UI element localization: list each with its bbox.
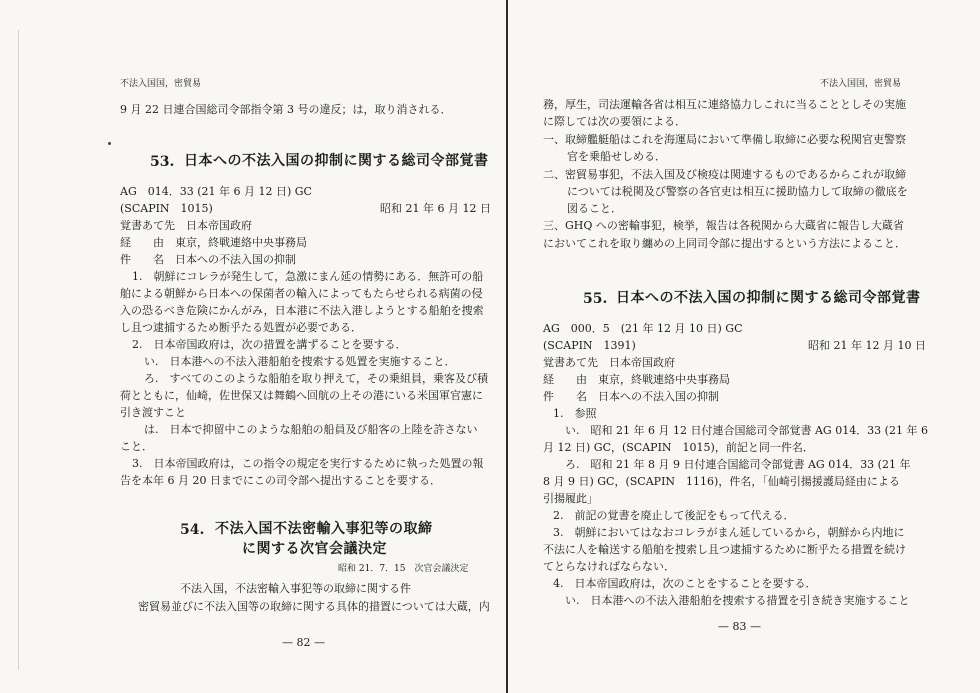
memo-scapin: (SCAPIN 1391) [543,339,636,352]
section-53-number: 53. [150,154,175,170]
section-54-title: 不法入国不法密輸入事犯等の取締 [215,521,433,537]
memo-via: 経 由 東京，終戦連絡中央事務局 [120,236,307,249]
para-2-ha-line: は. 日本で抑留中このような船舶の船員及び船客の上陸を許さない [144,423,478,436]
page-number: — 82 — [282,636,325,649]
memo-addressee: 覚書あて先 日本帝国政府 [120,219,252,232]
section-54-number: 54. [180,522,205,538]
memo-scapin: (SCAPIN 1015) [120,202,213,215]
section-55-number: 55. [583,291,608,307]
section-53-title: 日本への不法入国の抑制に関する総司令部覚書 [184,153,489,169]
memo-subject: 件 名 日本への不法入国の抑制 [120,253,296,266]
para-1-line: 舶による朝鮮から日本への保菌者の輸入によってもたらせられる病菌の侵 [120,287,483,300]
para-1-ro-line: 引揚履此」 [543,492,598,505]
para-3-line: 3. 朝鮮においてはなおコレラがまん延しているから，朝鮮から内地に [553,526,905,539]
list-item-2-line: については税関及び警察の各官吏は相互に援助協力して取締の徹底を [567,185,908,198]
section-54-line: 密貿易並びに不法入国等の取締に関する具体的措置については大蔵，内 [138,600,490,613]
section-54-date: 昭和 21．7．15 次官会議決定 [338,564,469,574]
running-header: 不法入国国，密貿易 [120,79,202,89]
para-1-line: し且つ逮捕するため断乎たる処置が必要である． [120,321,362,334]
para-3-line: 告を本年 6 月 20 日までにこの司令部へ提出することを要する． [120,474,441,487]
section-55-title: 日本への不法入国の抑制に関する総司令部覚書 [616,290,921,306]
memo-via: 経 由 東京，終戦連絡中央事務局 [543,373,730,386]
list-item-3-line: においてこれを取り纏めの上同司令部に提出するという方法によること． [543,237,906,250]
para-4: 4. 日本帝国政府は，次のことをすることを要する． [553,577,817,590]
para-1-line: 入の恐るべき危険にかんがみ，日本港に不法入港しようとする船舶を捜索 [120,304,484,317]
list-item-3-line: 三、GHQ への密輸事犯，検挙，報告は各税関から大蔵省に報告し大蔵省 [543,219,904,232]
memo-subject: 件 名 日本への不法入国の抑制 [543,390,719,403]
memo-date: 昭和 21 年 12 月 10 日 [808,339,926,352]
scan-edge-line [18,30,19,670]
para-2-ro-line: 引き渡すこと [120,406,186,419]
list-item-2-line: 二、密貿易事犯，不法入国及び検疫は関連するものであるからこれが取締 [543,168,906,181]
para-1-i-line: い. 昭和 21 年 6 月 12 日付連合国総司令部覚書 AG 014．33 (21 年 6 [565,424,928,437]
para-1-ro-line: 8 月 9 日) GC，(SCAPIN 1116)，件名，「仙崎引揚援護局経由による [543,475,900,488]
para-2-i: い. 日本港への不法入港船舶を捜索する処置を実施すること． [144,355,456,368]
para-2: 2. 日本帝国政府は，次の措置を講ずることを要する． [132,338,407,351]
para-4-i: い. 日本港への不法入港船舶を捜索する措置を引き続き実施すること [565,594,910,607]
list-item-2-line: 図ること． [567,202,622,215]
para-1-i-line: 月 12 日) GC，(SCAPIN 1015)，前記と同一件名． [543,441,814,454]
memo-addressee: 覚書あて先 日本帝国政府 [543,356,675,369]
para-1-line: 1. 朝鮮にコレラが発生して，急激にまん延の情勢にある．無許可の船 [132,270,484,283]
para-2-ro-line: 荷とともに，仙崎，佐世保又は舞鶴へ回航の上その港にいる米国軍官憲に [120,389,483,402]
para-1-ro-line: ろ. 昭和 21 年 8 月 9 日付連合国総司令部覚書 AG 014．33 (21 年 [565,458,911,471]
para-2-ha-line: こと． [120,440,153,453]
memo-ref: AG 000．5 (21 年 12 月 10 日) GC [543,322,743,335]
list-item-1-line: 一、取締艦艇船はこれを海運局において準備し取締に必要な税関官吏警察 [543,133,906,146]
section-54-title: に関する次官会議決定 [242,541,387,557]
memo-date: 昭和 21 年 6 月 12 日 [380,202,491,215]
right-page [508,0,980,693]
memo-ref: AG 014．33 (21 年 6 月 12 日) GC [120,185,312,198]
intro-line: 9 月 22 日連合国総司令部指令第 3 号の違反；は，取り消される． [120,103,452,116]
scan-dot [108,142,111,145]
list-item-1-line: 官を乗船せしめる． [567,150,666,163]
page-number: — 83 — [718,620,761,633]
running-header: 不法入国国，密貿易 [820,79,902,89]
section-54-line: 不法入国，不法密輸入事犯等の取締に関する件 [180,582,411,595]
para-2-ro-line: ろ. すべてのこのような船舶を取り押えて，その乗組員，乗客及び積 [144,372,489,385]
para-3-line: 3. 日本帝国政府は，この指令の規定を実行するために執った処置の報 [132,457,484,470]
para-2: 2. 前記の覚書を廃止して後記をもって代える． [553,509,795,522]
para-1: 1. 参照 [553,407,597,420]
para-3-line: 不法に人を輸送する船舶を捜索し且つ逮捕するために断乎たる措置を続け [543,543,906,556]
para-3-line: てとらなければならない． [543,560,675,573]
continued-line: 務，厚生，司法運輸各省は相互に連絡協力しこれに当ることとしその実施 [543,98,906,111]
continued-line: に際しては次の要領による． [543,115,686,128]
